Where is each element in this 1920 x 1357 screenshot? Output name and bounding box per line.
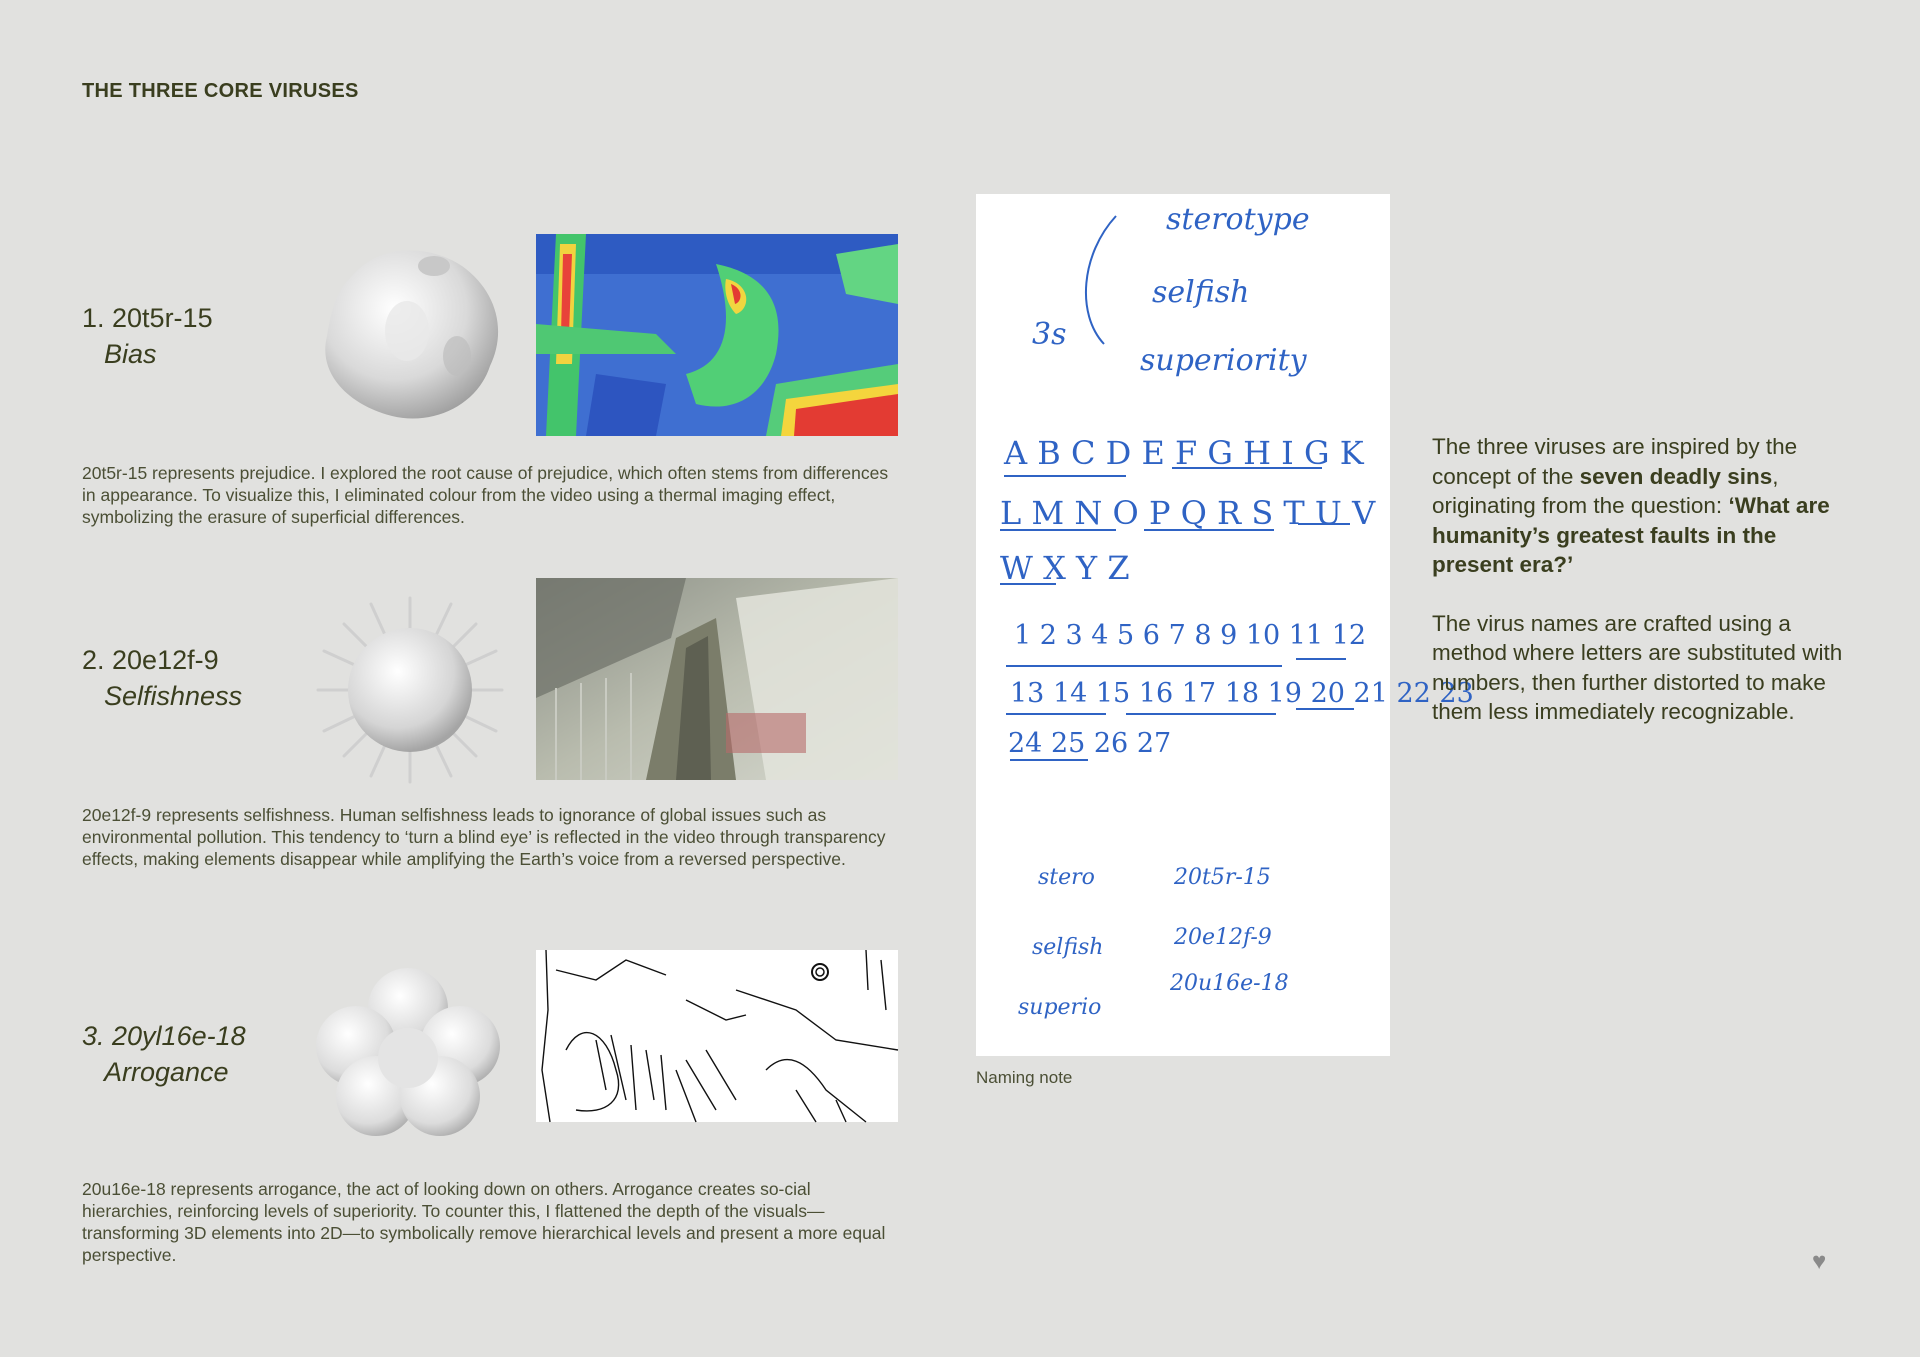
virus-1-name: Bias xyxy=(104,339,157,369)
virus-3-code: 3. 20yl16e-18 xyxy=(82,1021,246,1051)
virus-2-title xyxy=(82,642,242,714)
virus-1-thermal-video-still xyxy=(536,234,898,436)
note-map-code-2: 20e12f-9 xyxy=(1174,925,1272,950)
note-alphabet-row-1: A B C D E F G H I G K xyxy=(1004,434,1364,472)
virus-2-3d-model-image xyxy=(316,596,504,784)
virus-3-3d-model-image xyxy=(316,966,500,1140)
note-word-selfish: selfish xyxy=(1152,275,1250,310)
virus-3-description: 20u16e-18 represents arrogance, the act of looking down on others. Arrogance creates so-cial hierarchies, reinforcing levels of superiority. To counter this, I flattened the depth of the visuals—transforming 3D elements into 2D—to symbolically remove hierarchical levels and present a more equal perspective. xyxy=(82,1179,886,1265)
virus-1-title xyxy=(82,300,213,372)
note-word-stereotype: sterotype xyxy=(1166,202,1310,237)
note-alphabet-row-2: L M N O P Q R S T U V xyxy=(1000,494,1376,532)
note-number-row-2: 13 14 15 16 17 18 19 20 21 22 23 xyxy=(1010,678,1474,709)
side-paragraph-2: The virus names are crafted using a method where letters are substituted with numbers, then further distorted to make them less immediately recognizable. xyxy=(1432,610,1843,724)
side-paragraph-1 xyxy=(1432,432,1862,580)
virus-1-description: 20t5r-15 represents prejudice. I explored the root cause of prejudice, which often stems from differences in appearance. To visualize this, I eliminated colour from the video using a thermal imaging effect, symbolizing the erasure of superficial differences. xyxy=(82,463,889,527)
side-explanation xyxy=(1432,432,1862,756)
heart-icon[interactable]: ♥ xyxy=(1812,1248,1827,1275)
virus-3-name: Arrogance xyxy=(104,1057,229,1087)
note-number-row-1: 1 2 3 4 5 6 7 8 9 10 11 12 xyxy=(1014,620,1367,651)
side-p1-bold-question: ‘What are humanity’s greatest faults in the present era?’ xyxy=(1432,493,1830,577)
virus-3-edge-video-still xyxy=(536,950,898,1122)
side-p1-bold-sins: seven deadly sins xyxy=(1579,463,1773,489)
note-map-code-1: 20t5r-15 xyxy=(1174,865,1271,890)
note-3s-label: 3s xyxy=(1032,317,1067,352)
naming-note-caption: Naming note xyxy=(976,1068,1073,1087)
side-p1-text-a: The three viruses are inspired by the concept of the xyxy=(1432,434,1798,489)
virus-1-3d-model-image xyxy=(312,236,508,432)
note-map-word-2: selfish xyxy=(1032,935,1104,960)
side-p1-text-c: , originating from the question: xyxy=(1432,463,1779,518)
virus-2-description: 20e12f-9 represents selfishness. Human selfishness leads to ignorance of global issues such as environmental pollution. This tendency to ‘turn a blind eye’ is reflected in the video through transparency effects, making elements disappear while amplifying the Earth’s voice from a reversed perspective. xyxy=(82,805,886,869)
page-title: THE THREE CORE VIRUSES xyxy=(82,80,359,102)
note-map-code-3: 20u16e-18 xyxy=(1170,971,1289,996)
virus-1-code: 1. 20t5r-15 xyxy=(82,303,213,333)
note-map-word-3: superio xyxy=(1018,995,1102,1020)
note-alphabet-row-3: W X Y Z xyxy=(1000,549,1130,587)
note-word-superiority: superiority xyxy=(1140,343,1307,378)
virus-2-tunnel-video-still xyxy=(536,578,898,780)
note-number-row-3: 24 25 26 27 xyxy=(1008,728,1172,759)
virus-2-name: Selfishness xyxy=(104,681,243,711)
naming-note-image xyxy=(976,194,1474,1056)
virus-2-code: 2. 20e12f-9 xyxy=(82,645,219,675)
virus-3-title xyxy=(82,1018,246,1090)
note-map-word-1: stero xyxy=(1038,865,1095,890)
